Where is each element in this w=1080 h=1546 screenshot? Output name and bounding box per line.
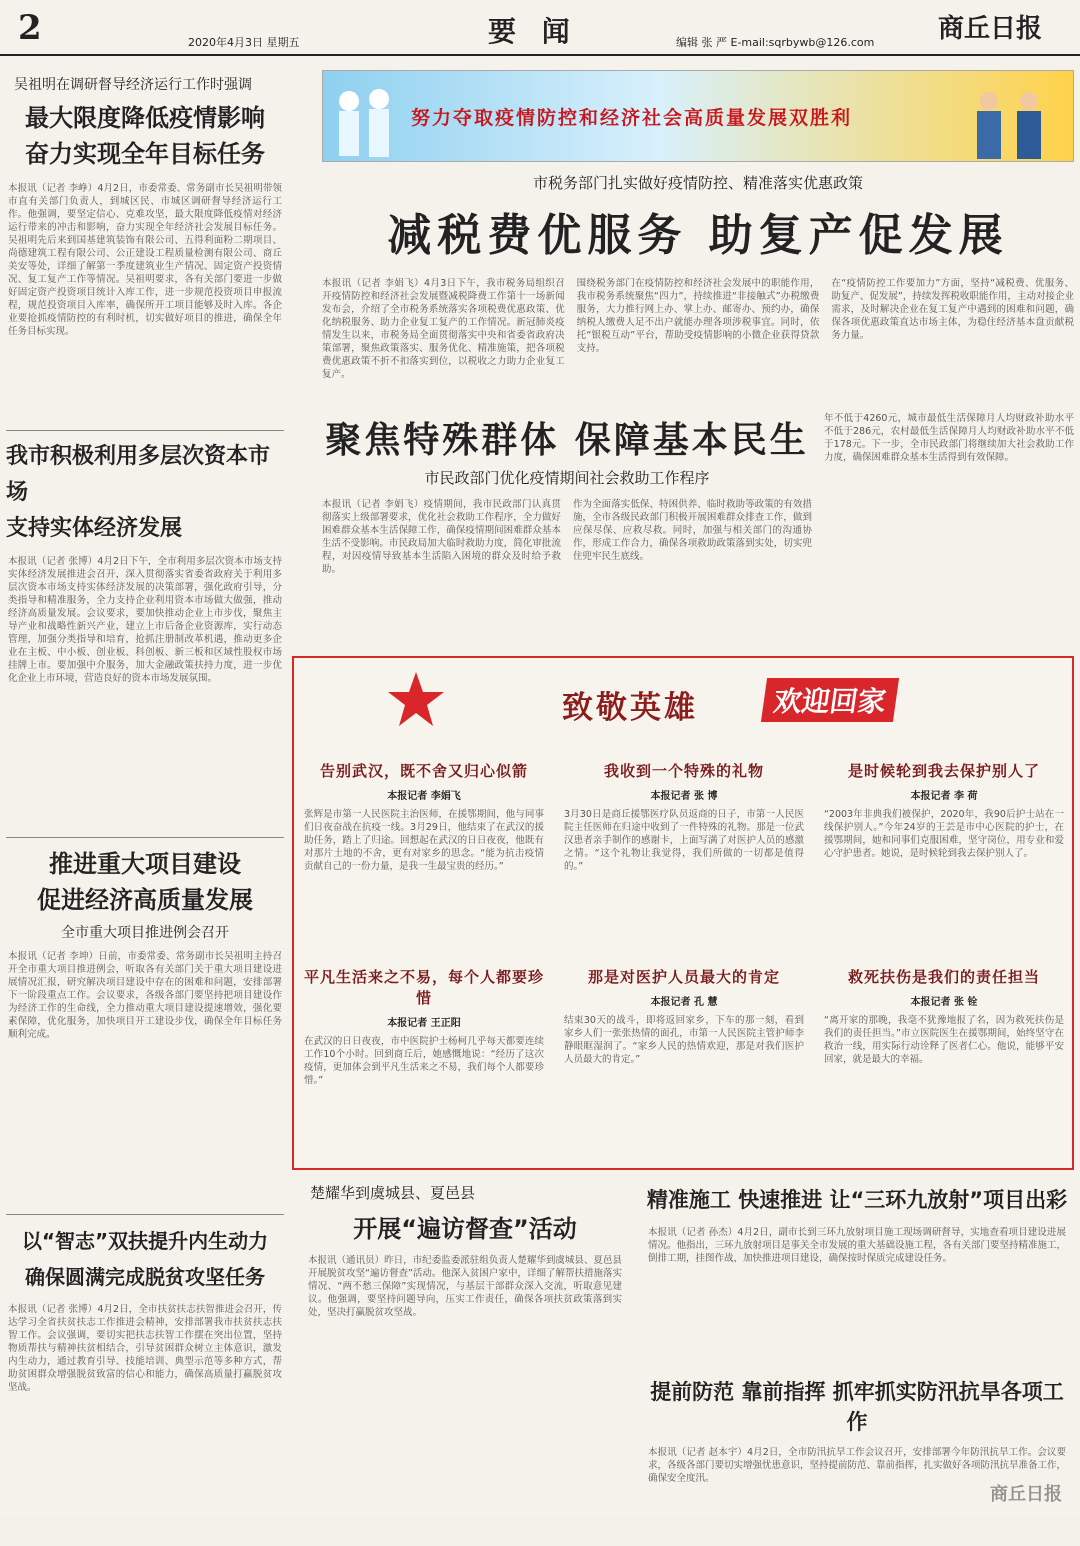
article-tax <box>322 172 1074 427</box>
divider <box>6 430 284 431</box>
story-item <box>304 760 544 960</box>
divider <box>6 1214 284 1215</box>
red-star-icon <box>386 666 446 736</box>
editor-line: 编辑 张 严 E-mail:sqrbywb@126.com <box>676 36 875 49</box>
article-body: 在“疫情防控工作要加力”方面，坚持“减税费、优服务、助复产、促发展”，持续发挥税收职能作用，主动对接企业需求，及时解决企业在复工复产中遇到的困难和问题，确保各项优惠政策直达市场主体，为稳住经济基本盘贡献税务力量。 <box>831 278 1074 341</box>
story-body: 结束30天的战斗，即将返回家乡，下车的那一刻，看到家乡人们一张张热情的面孔，市第一人民医院主管护师李静眼眶湿润了。“家乡人民的热情欢迎，那是对我们医护人员最大的肯定。” <box>564 1015 804 1065</box>
article-civil-affairs <box>322 412 1074 628</box>
story-body: 3月30日是商丘援鄂医疗队员返商的日子，市第一人民医院主任医师在归途中收到了一件特殊的礼物。那是一位武汉患者亲手制作的感谢卡，上面写满了对医护人员的感激之情。“这个礼物让我觉得，我们所做的一切都是值得的。” <box>564 809 804 872</box>
article-body: 本报讯（记者 李坤）日前，市委常委、常务副市长吴祖明主持召开全市重大项目推进例会，听取各有关部门关于重大项目建设进展情况汇报，研究解决项目建设中存在的困难和问题，安排部署下一阶段重点工作。会议要求，各级各部门要坚持把项目建设作为经济工作的生命线，全力推动重大项目建设提速增效，强化要素保障，优化服务，加快项目开工建设步伐，确保全年目标任务顺利完成。 <box>8 951 282 1040</box>
article-headline: 提前防范 靠前指挥 抓牢抓实防汛抗旱各项工作 <box>650 1380 1064 1434</box>
article-title-line2: 奋力实现全年目标任务 <box>25 140 265 168</box>
story-grid <box>304 760 1064 1166</box>
story-item <box>824 966 1064 1166</box>
story-byline: 本报记者 孔 慧 <box>650 997 718 1008</box>
article-major-projects <box>0 846 290 1206</box>
article-body: 本报讯（记者 李峥）4月2日，市委常委、常务副市长吴祖明带领市直有关部门负责人，到城区民、市城区调研督导经济运行工作。他强调，要坚定信心、克难攻坚，最大限度降低疫情对经济运行带来的冲击和影响，奋力实现全年经济社会发展目标任务。吴祖明先后来到国基建筑装饰有限公司、五得利面粉二期项目、尚德建筑工程有限公司、公正建设工程质量检测有限公司、商丘美安等处，详细了解第一季度建筑业生产情况、固定资产投资情况、复工复产工作等情况。吴祖明要求，各有关部门要进一步做好固定资产投资项目统计入库工作，进一步规范投资项目申报流程，规范投资项目入库率，确保所开工项目能够及时入库。各企业要抢抓疫情防控的有利时机，切实做好项目的推进，确保全年任务目标实现。 <box>8 183 282 337</box>
article-columns <box>322 277 1074 427</box>
article-body: 本报讯（记者 孙杰）4月2日，副市长到三环九放射项目施工现场调研督导，实地查看项目建设进展情况。他指出，三环九放射项目是事关全市发展的重大基础设施工程，各有关部门要坚持精准施工，倒排工期，挂图作战，加快推进项目建设，确保按时保质完成建设任务。 <box>648 1227 1067 1264</box>
story-item <box>564 966 804 1166</box>
article-headline: 开展“遍访督查”活动 <box>353 1215 577 1243</box>
article-body: 本报讯（记者 张博）4月2日，全市扶贫扶志扶智推进会召开，传达学习全省扶贫扶志工作推进会精神，安排部署我市扶贫扶志扶智工作。会议强调，要切实把扶志扶智工作摆在突出位置，坚持物质帮扶与精神扶贫相结合，引导贫困群众树立主体意识，激发内生动力，通过教育引导、技能培训、典型示范等多种方式，帮助贫困群众增强脱贫致富的信心和能力，确保高质量打赢脱贫攻坚战。 <box>8 1304 282 1393</box>
story-byline: 本报记者 张 博 <box>650 791 718 802</box>
issue-date: 2020年4月3日 星期五 <box>188 36 300 49</box>
article-title-line1: 最大限度降低疫情影响 <box>25 104 265 132</box>
article-kicker: 市税务部门扎实做好疫情防控、精准落实优惠政策 <box>532 174 863 192</box>
article-inspection <box>300 1182 630 1524</box>
article-body: 本报讯（记者 赵本宇）4月2日，全市防汛抗旱工作会议召开，安排部署今年防汛抗旱工作。会议要求，各级各部门要切实增强忧患意识，坚持提前防范、靠前指挥，扎实做好各项防汛抗旱准备工作，确保安全度汛。 <box>648 1447 1067 1484</box>
story-byline: 本报记者 张 铨 <box>910 997 978 1008</box>
article-title-line2: 促进经济高质量发展 <box>37 886 253 914</box>
story-body: 张辉是市第一人民医院主治医师，在援鄂期间，他与同事们日夜奋战在抗疫一线。3月29日，他结束了在武汉的援助任务，踏上了归途。回想起在武汉的日日夜夜，他既有对那片土地的不舍，更有对家乡的思念。“能为抗击疫情贡献自己的一份力量，是我一生最宝贵的经历。” <box>304 809 544 872</box>
article-body: 年不低于4260元，城市最低生活保障月人均财政补助水平不低于286元，农村最低生活保障月人均财政补助水平不低于178元。下一步，全市民政部门将继续加大社会救助工作力度，确保困难群众基本生活得到有效保障。 <box>824 413 1074 463</box>
story-byline: 本报记者 李娟飞 <box>387 791 461 802</box>
campaign-banner <box>322 70 1074 162</box>
section-title: 要 闻 <box>488 15 578 48</box>
article-kicker: 吴祖明在调研督导经济运行工作时强调 <box>14 77 252 93</box>
story-byline: 本报记者 李 荷 <box>910 791 978 802</box>
story-byline: 本报记者 王正阳 <box>387 1018 461 1029</box>
article-poverty <box>0 1223 290 1543</box>
article-body: 本报讯（记者 张博）4月2日下午，全市利用多层次资本市场支持实体经济发展推进会召开，深入贯彻落实省委省政府关于利用多层次资本市场支持实体经济发展的决策部署，强化政府引导，分类指导和精准服务，全力支持企业利用资本市场做大做强，推动经济高质量发展。会议要求，要加快推动企业上市步伐，聚焦主导产业和战略性新兴产业，建立上市后备企业资源库，实行动态管理，加强分类指导和培育，抢抓注册制改革机遇，推动更多企业在主板、中小板、创业板、科创板、新三板和区域性股权市场挂牌上市。要加强中介服务，加大金融政策扶持力度，进一步优化企业上市环境，营造良好的资本市场发展氛围。 <box>8 556 282 684</box>
story-title: 平凡生活来之不易，每个人都要珍惜 <box>304 968 545 1007</box>
story-title: 是时候轮到我去保护别人了 <box>847 762 1040 780</box>
article-kicker: 市民政部门优化疫情期间社会救助工作程序 <box>424 469 710 487</box>
article-headline: 减税费优服务 助复产促发展 <box>387 210 1009 261</box>
article-columns <box>322 498 812 628</box>
story-item <box>824 760 1064 960</box>
article-economy <box>0 64 290 422</box>
article-headline: 聚焦特殊群体 保障基本民生 <box>325 419 809 461</box>
feature-header <box>294 658 1072 748</box>
article-body: 围绕税务部门在疫情防控和经济社会发展中的职能作用，我市税务系统聚焦“四力”，持续推进“非接触式”办税缴费服务，大力推行网上办、掌上办、邮寄办、预约办，确保纳税人缴费人足不出户就能办理各项涉税事宜。同时，依托“银税互动”平台，帮助受疫情影响的小微企业获得贷款支持。 <box>576 278 820 354</box>
article-title-line1: 我市积极利用多层次资本市场 <box>6 444 271 505</box>
medical-staff-illustration <box>329 71 399 161</box>
divider <box>6 837 284 838</box>
article-body: 本报讯（记者 李娟飞）疫情期间，我市民政部门认真贯彻落实上级部署要求，优化社会救助工作程序，全力做好困难群众基本生活保障工作，确保疫情期间困难群众基本生活不受影响。市民政局加大临时救助力度，简化审批流程，对因疫情导致基本生活陷入困境的群众及时给予救助。 <box>322 499 561 575</box>
story-body: “离开家的那晚，我毫不犹豫地报了名，因为救死扶伤是我们的责任担当。”市立医院医生在援鄂期间，始终坚守在救治一线，用实际行动诠释了医者仁心。他说，能够平安回家，就是最大的幸福。 <box>824 1015 1064 1065</box>
masthead <box>0 0 1080 56</box>
banner-slogan: 努力夺取疫情防控和经济社会高质量发展双胜利 <box>411 107 853 129</box>
story-body: 在武汉的日日夜夜，市中医院护士杨柯几乎每天都要连续工作10个小时。回到商丘后，她感慨地说：“经历了这次疫情，更加体会到平凡生活来之不易，我们每个人都要珍惜。” <box>304 1036 544 1086</box>
feature-tag: 欢迎回家 <box>761 678 899 722</box>
article-title-line2: 支持实体经济发展 <box>6 516 183 541</box>
watermark-logo: 商丘日报 <box>990 1484 1062 1505</box>
story-title: 救死扶伤是我们的责任担当 <box>847 968 1040 986</box>
article-subtitle: 全市重大项目推进例会召开 <box>61 925 229 941</box>
article-body: 本报讯（记者 李娟飞）4月3日下午，我市税务局组织召开疫情防控和经济社会发展暨减税降费工作第十一场新闻发布会，介绍了全市税务系统落实各项税费优惠政策、优化纳税服务、助力企业复工复产的工作情况。新冠肺炎疫情发生以来，市税务局全面贯彻落实中央和省委省政府决策部署，聚焦政策落实、服务优化、精准施策，把各项税费优惠政策不折不扣落实到位，以税收之力助力企业复工复产。 <box>322 278 565 380</box>
article-headline: 精准施工 快速推进 让“三环九放射”项目出彩 <box>646 1188 1068 1212</box>
feature-title: 致敬英雄 <box>562 690 698 726</box>
article-title-line2: 确保圆满完成脱贫攻坚任务 <box>25 1265 265 1289</box>
worker-illustration <box>957 71 1067 161</box>
story-title: 告别武汉，既不舍又归心似箭 <box>319 762 528 780</box>
story-title: 那是对医护人员最大的肯定 <box>587 968 780 986</box>
article-title-line1: 推进重大项目建设 <box>49 850 241 878</box>
article-kicker: 楚耀华到虞城县、夏邑县 <box>310 1184 476 1202</box>
article-body: 本报讯（通讯员）昨日，市纪委监委派驻组负责人楚耀华到虞城县、夏邑县开展脱贫攻坚“遍访督查”活动。他深入贫困户家中，详细了解帮扶措施落实情况、“两不愁三保障”实现情况，与基层干部群众深入交流，听取意见建议。他强调，要坚持问题导向，压实工作责任，确保各项扶贫政策落到实处，坚决打赢脱贫攻坚战。 <box>308 1255 622 1318</box>
article-flood-control <box>640 1376 1074 1546</box>
story-body: “2003年非典我们被保护，2020年，我90后护士站在一线保护别人。”今年24岁的王芸是市中心医院的护士，在援鄂期间，她和同事们克服困难，坚守岗位，用专业和爱心守护患者。她说，是时候轮到我去保护别人了。 <box>824 809 1064 859</box>
heroes-feature-box <box>292 656 1074 1170</box>
left-column <box>0 64 290 1518</box>
story-item <box>304 966 544 1166</box>
page-number: 2 <box>18 8 42 48</box>
article-ring-road <box>640 1182 1074 1376</box>
story-title: 我收到一个特殊的礼物 <box>603 762 764 780</box>
story-item <box>564 760 804 960</box>
paper-logo: 商丘日报 <box>938 14 1043 44</box>
article-capital-market <box>0 439 290 829</box>
article-title-line1: 以“智志”双扶提升内生动力 <box>21 1229 269 1253</box>
article-body: 作为全面落实低保、特困供养、临时救助等政策的有效措施，全市各级民政部门积极开展困难群众排查工作，做到应保尽保、应救尽救。同时，加强与相关部门的沟通协作，形成工作合力，确保各项救助政策落到实处，切实兜住兜牢民生底线。 <box>573 499 812 562</box>
